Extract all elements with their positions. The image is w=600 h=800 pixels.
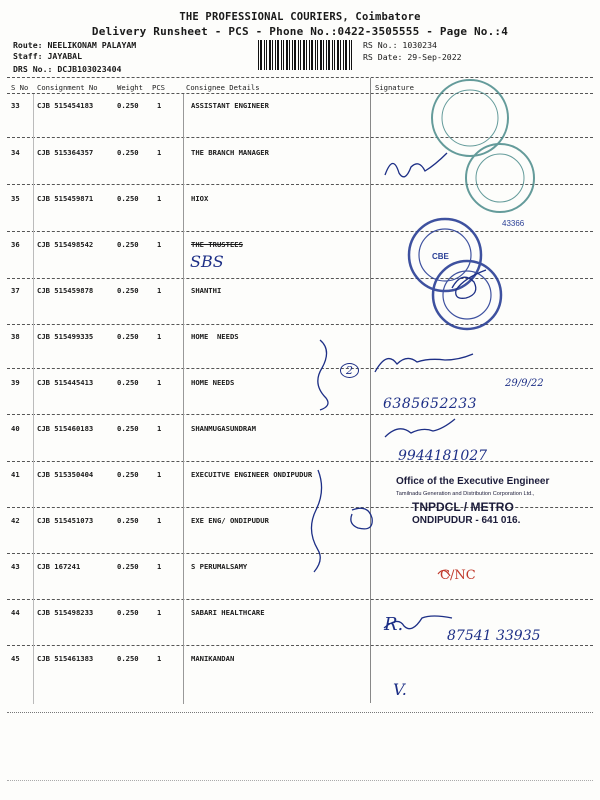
row-pcs: 1 — [157, 240, 162, 249]
row-consignment: CJB 515459878 — [37, 286, 94, 295]
row-pcs: 1 — [157, 516, 162, 525]
row-consignment: CJB 167241 — [37, 562, 81, 571]
row-weight: 0.250 — [117, 608, 139, 617]
row-pcs: 1 — [157, 194, 162, 203]
round-stamp-cbe: CBE — [432, 252, 449, 261]
row-consignment: CJB 515499335 — [37, 332, 94, 341]
row-weight: 0.250 — [117, 378, 139, 387]
barcode-bar — [311, 40, 313, 70]
row-divider — [7, 368, 593, 369]
barcode-bar — [340, 40, 341, 70]
row-consignee: SABARI HEALTHCARE — [191, 608, 265, 617]
row-divider — [7, 461, 593, 462]
col-pcs: PCS — [152, 83, 165, 92]
row-sno: 42 — [11, 516, 20, 525]
col-consignee: Consignee Details — [186, 83, 260, 92]
row-divider — [7, 553, 593, 554]
footer-rule — [7, 780, 593, 781]
col-divider — [33, 94, 34, 704]
row-divider — [7, 137, 593, 138]
row-pcs: 1 — [157, 101, 162, 110]
row-divider — [7, 324, 593, 325]
row-consignment: CJB 515350404 — [37, 470, 94, 479]
row-consignment: CJB 515460183 — [37, 424, 94, 433]
ee-stamp-line2: Tamilnadu Generation and Distribution Corporation Ltd., — [396, 491, 535, 497]
row-consignee: S PERUMALSAMY — [191, 562, 248, 571]
barcode-bar — [275, 40, 276, 70]
row-pcs: 1 — [157, 378, 162, 387]
rs-number: RS No.: 1030234 — [363, 40, 437, 50]
barcode-bar — [320, 40, 322, 70]
row-consignee: THE TRUSTEES — [191, 240, 243, 249]
row-weight: 0.250 — [117, 516, 139, 525]
row-consignment: CJB 515461383 — [37, 654, 94, 663]
row-consignee: HOME NEEDS — [191, 378, 235, 387]
barcode-bar — [309, 40, 310, 70]
row-sno: 44 — [11, 608, 20, 617]
row-sno: 45 — [11, 654, 20, 663]
row-sno: 39 — [11, 378, 20, 387]
row-consignment: CJB 515364357 — [37, 148, 94, 157]
barcode-bar — [323, 40, 324, 70]
barcode-bar — [258, 40, 259, 70]
col-signature: Signature — [375, 83, 414, 92]
barcode-bar — [334, 40, 335, 70]
barcode-bar — [266, 40, 267, 70]
row-consignee: HOME NEEDS — [191, 332, 239, 341]
col-weight: Weight — [117, 83, 143, 92]
signature-column-divider — [370, 78, 372, 703]
row-weight: 0.250 — [117, 286, 139, 295]
col-sno: S No — [11, 83, 29, 92]
barcode-bar — [303, 40, 305, 70]
ee-stamp-line4: ONDIPUDUR - 641 016. — [412, 515, 521, 526]
document-subtitle: Delivery Runsheet - PCS - Phone No.:0422-3505555 - Page No.:4 — [91, 25, 509, 38]
row-pcs: 1 — [157, 424, 162, 433]
row-divider — [7, 599, 593, 600]
barcode-bar — [286, 40, 288, 70]
document-title: THE PROFESSIONAL COURIERS, Coimbatore — [179, 11, 421, 23]
row-divider — [7, 231, 593, 232]
barcode-bar — [328, 40, 330, 70]
row-pcs: 1 — [157, 332, 162, 341]
barcode-bar — [343, 40, 344, 70]
row-consignment: CJB 515451073 — [37, 516, 94, 525]
row-pcs: 1 — [157, 286, 162, 295]
row-sno: 40 — [11, 424, 20, 433]
ee-stamp-line3: TNPDCL / METRO — [412, 500, 514, 514]
row-pcs: 1 — [157, 148, 162, 157]
handwritten-phone: 87541 33935 — [447, 628, 541, 644]
handwritten-date: 29/9/22 — [505, 378, 544, 389]
barcode-bar — [289, 40, 290, 70]
ee-stamp-line1: Office of the Executive Engineer — [396, 476, 550, 487]
row-weight: 0.250 — [117, 424, 139, 433]
round-stamp — [409, 219, 501, 329]
route-label: Route: NEELIKONAM PALAYAM — [13, 40, 137, 50]
row-consignee: HIOX — [191, 194, 209, 203]
row-sno: 38 — [11, 332, 20, 341]
barcode-bar — [332, 40, 333, 70]
handwritten-phone: 6385652233 — [383, 396, 478, 412]
row-consignment: CJB 515498233 — [37, 608, 94, 617]
handwritten-signature: R. — [384, 614, 404, 635]
handwritten-circled-number: 2 — [340, 363, 359, 378]
row-weight: 0.250 — [117, 101, 139, 110]
barcode-bar — [337, 40, 339, 70]
row-consignee: MANIKANDAN — [191, 654, 235, 663]
barcode-bar — [292, 40, 293, 70]
header-rule-top — [7, 77, 593, 78]
row-consignment: CJB 515498542 — [37, 240, 94, 249]
row-weight: 0.250 — [117, 654, 139, 663]
barcode-bar — [277, 40, 279, 70]
round-stamp — [432, 80, 534, 212]
row-sno: 41 — [11, 470, 20, 479]
row-sno: 36 — [11, 240, 20, 249]
row-pcs: 1 — [157, 562, 162, 571]
barcode-bar — [326, 40, 327, 70]
row-divider — [7, 414, 593, 415]
handwritten-signature: V. — [393, 680, 407, 699]
barcode-bar — [345, 40, 347, 70]
row-weight: 0.250 — [117, 240, 139, 249]
barcode-bar — [315, 40, 316, 70]
header-rule-bottom — [7, 93, 593, 94]
barcode-bar — [306, 40, 307, 70]
footer-rule — [7, 712, 593, 713]
signature-scribble — [311, 153, 486, 629]
staff-label: Staff: JAYABAL — [13, 51, 83, 61]
barcode-bar — [272, 40, 273, 70]
row-sno: 35 — [11, 194, 20, 203]
row-weight: 0.250 — [117, 332, 139, 341]
handwritten-phone: 9944181027 — [398, 448, 488, 464]
row-consignee: EXECUITVE ENGINEER ONDIPUDUR — [191, 470, 313, 479]
row-weight: 0.250 — [117, 562, 139, 571]
row-consignee: THE BRANCH MANAGER — [191, 148, 269, 157]
row-consignee: SHANTHI — [191, 286, 222, 295]
round-stamp-phone: 43366 — [502, 219, 525, 228]
row-consignment: CJB 515454183 — [37, 101, 94, 110]
barcode-bar — [300, 40, 301, 70]
barcode-bar — [298, 40, 299, 70]
row-weight: 0.250 — [117, 470, 139, 479]
barcode-bar — [264, 40, 265, 70]
row-pcs: 1 — [157, 654, 162, 663]
barcode-bar — [349, 40, 350, 70]
row-sno: 43 — [11, 562, 20, 571]
barcode-bar — [281, 40, 282, 70]
row-divider — [7, 278, 593, 279]
col-divider — [183, 94, 184, 704]
col-consignment: Consignment No — [37, 83, 98, 92]
row-pcs: 1 — [157, 470, 162, 479]
barcode-bar — [294, 40, 296, 70]
row-sno: 37 — [11, 286, 20, 295]
barcode-bar — [317, 40, 318, 70]
barcode-bar — [260, 40, 262, 70]
row-consignee: ASSISTANT ENGINEER — [191, 101, 269, 110]
row-consignee: SHANMUGASUNDRAM — [191, 424, 256, 433]
drs-number: DRS No.: DCJB103023404 — [13, 64, 122, 74]
row-weight: 0.250 — [117, 194, 139, 203]
row-consignment: CJB 515459871 — [37, 194, 94, 203]
barcode-bar — [283, 40, 284, 70]
barcode-bar — [351, 40, 352, 70]
row-consignment: CJB 515445413 — [37, 378, 94, 387]
row-sno: 34 — [11, 148, 20, 157]
rs-date: RS Date: 29-Sep-2022 — [363, 52, 462, 62]
row-weight: 0.250 — [117, 148, 139, 157]
row-consignee: EXE ENG/ ONDIPUDUR — [191, 516, 269, 525]
row-divider — [7, 645, 593, 646]
barcode-bar — [269, 40, 271, 70]
handwritten-sbs: SBS — [190, 252, 224, 271]
row-divider — [7, 184, 593, 185]
row-pcs: 1 — [157, 608, 162, 617]
row-sno: 33 — [11, 101, 20, 110]
handwritten-cnc: C/NC — [440, 568, 476, 583]
